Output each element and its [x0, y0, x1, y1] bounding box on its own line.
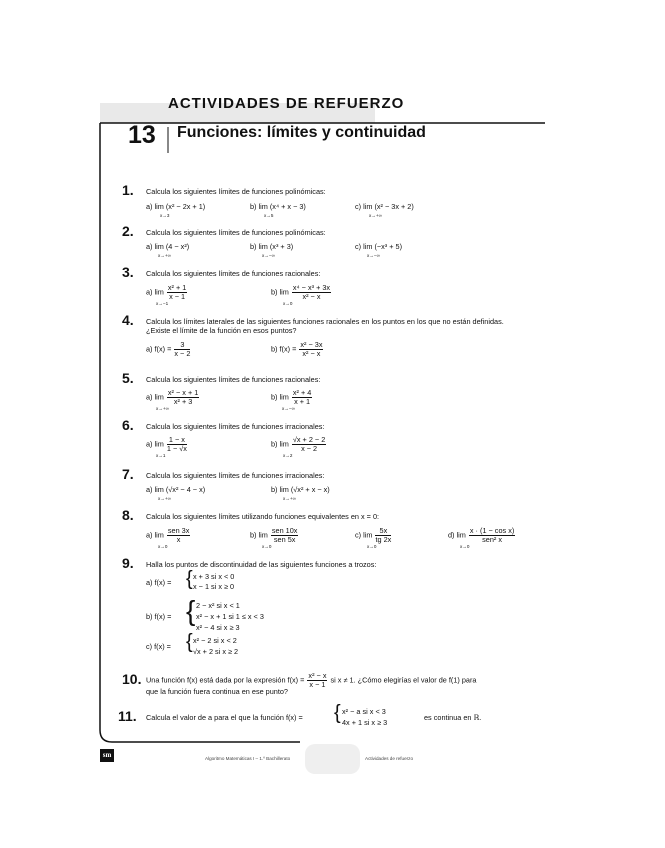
- limit-sub: x→0: [262, 544, 272, 549]
- fraction: $\frac{\text{x² + 4}}{x + 1}$: [292, 388, 312, 406]
- fraction: $\frac{\text{x⁴ − x³ + 3x}}{\text{x² − x}}$: [292, 283, 331, 301]
- fraction: $\frac{\text{x² − 3x}}{\text{x² − x}}$: [300, 340, 323, 358]
- limit-sub: x→5: [264, 213, 274, 218]
- piecewise-label: c) f(x) =: [146, 642, 171, 651]
- limit-sub: x→−∞: [282, 406, 295, 411]
- fraction: $\frac{\text{x · (1 − cos x)}}{\text{sen² x}}$: [469, 526, 515, 544]
- question-text: Calcula los siguientes límites de funciones racionales:: [146, 375, 321, 384]
- question-number: 6.: [122, 417, 134, 433]
- item: a) lim $\frac{1 - x}{1 - √x}$: [146, 435, 187, 453]
- question-number: 9.: [122, 555, 134, 571]
- publisher-logo: sm: [100, 749, 114, 762]
- piece-row: 2 − x² si x < 1: [196, 601, 240, 610]
- question-text: Calcula los siguientes límites de funciones irracionales:: [146, 471, 325, 480]
- question-text: Calcula los límites laterales de las siguientes funciones racionales en los puntos en los que no están definidas.: [146, 317, 504, 326]
- limit-sub: x→0: [283, 301, 293, 306]
- question-text: Halla los puntos de discontinuidad de las siguientes funciones a trozos:: [146, 560, 377, 569]
- piece-row: x² − 2 si x < 2: [193, 636, 237, 645]
- limit-sub: x→0: [367, 544, 377, 549]
- fraction: $\frac{\text{x² − x}}{x - 1}$: [308, 671, 327, 689]
- fraction: $\frac{1 - x}{1 - √x}$: [166, 435, 187, 453]
- item: a) lim (√x² − 4 − x): [146, 485, 206, 494]
- question-number: 2.: [122, 223, 134, 239]
- item: d) lim $\frac{\text{x · (1 − cos x)}}{\text{sen² x}}$: [448, 526, 515, 544]
- question-text: Calcula los siguientes límites de funciones racionales:: [146, 269, 321, 278]
- item: b) lim $\frac{\text{sen 10x}}{\text{sen 5x}}$: [250, 526, 298, 544]
- item: a) lim $\frac{\text{x² + 1}}{x - 1}$: [146, 283, 187, 301]
- brace: {: [334, 702, 341, 724]
- fraction: $\frac{5x}{tg 2x}$: [375, 526, 392, 544]
- brace: {: [186, 568, 193, 590]
- item: c) lim (−x³ + 5): [355, 242, 403, 251]
- item: a) f(x) = $\frac{3}{x - 2}$: [146, 340, 191, 358]
- piece-row: √x + 2 si x ≥ 2: [193, 647, 239, 656]
- question-number: 4.: [122, 312, 134, 328]
- question-text: Una función f(x) está dada por la expresión f(x) = $\frac{\text{x² − x}}{x - 1}$ si x ≠ 1. ¿Cómo elegirías el valor de f(1) para: [146, 671, 477, 689]
- fraction: $\frac{\text{x² + 1}}{x - 1}$: [167, 283, 187, 301]
- question-number: 1.: [122, 182, 134, 198]
- question-text: Calcula el valor de a para el que la función f(x) =: [146, 713, 303, 722]
- piece-row: x + 3 si x < 0: [193, 572, 235, 581]
- question-number: 10.: [122, 671, 142, 687]
- question-text: Calcula los siguientes límites de funciones polinómicas:: [146, 228, 326, 237]
- fraction: $\frac{√x + 2 - 2}{x - 2}$: [292, 435, 326, 453]
- piece-row: x² − x + 1 si 1 ≤ x < 3: [196, 612, 264, 621]
- limit-sub: x→+∞: [156, 406, 169, 411]
- section-header: ACTIVIDADES DE REFUERZO: [168, 95, 405, 112]
- question-number: 11.: [118, 708, 137, 724]
- question-text: Calcula los siguientes límites utilizando funciones equivalentes en x = 0:: [146, 512, 380, 521]
- chapter-title: Funciones: límites y continuidad: [177, 124, 426, 141]
- item: c) lim (x² − 3x + 2): [355, 202, 414, 211]
- limit-sub: x→+∞: [158, 496, 171, 501]
- item: b) f(x) = $\frac{\text{x² − 3x}}{\text{x² − x}}$: [271, 340, 323, 358]
- piece-row: x² − 4 si x ≥ 3: [196, 623, 240, 632]
- item: b) lim (√x² + x − x): [271, 485, 330, 494]
- question-number: 8.: [122, 507, 134, 523]
- limit-sub: x→+∞: [283, 496, 296, 501]
- question-text-end: es continua en ℝ.: [424, 713, 482, 722]
- item: b) lim $\frac{\text{x² + 4}}{x + 1}$: [271, 388, 312, 406]
- limit-sub: x→3: [160, 213, 170, 218]
- limit-sub: x→+∞: [369, 213, 382, 218]
- item: b) lim $\frac{\text{x⁴ − x³ + 3x}}{\text{x² − x}}$: [271, 283, 331, 301]
- piecewise-label: b) f(x) =: [146, 612, 172, 621]
- limit-sub: x→−∞: [367, 253, 380, 258]
- limit-sub: x→2: [283, 453, 293, 458]
- piece-row: 4x + 1 si x ≥ 3: [342, 718, 388, 727]
- limit-sub: x→−∞: [262, 253, 275, 258]
- limit-sub: x→0: [460, 544, 470, 549]
- chapter-number: 13: [128, 121, 156, 149]
- item: b) lim (x³ + 3): [250, 242, 294, 251]
- limit-sub: x→−1: [156, 301, 169, 306]
- item: a) lim $\frac{\text{sen 3x}}{x}$: [146, 526, 190, 544]
- item: b) lim (x⁴ + x − 3): [250, 202, 306, 211]
- brace: {: [186, 631, 193, 653]
- item: a) lim (x² − 2x + 1): [146, 202, 206, 211]
- footer-book-title: Algoritmo Matemáticas I – 1.º Bachillerato: [205, 756, 291, 761]
- item: c) lim $\frac{5x}{tg 2x}$: [355, 526, 392, 544]
- fraction: $\frac{3}{x - 2}$: [174, 340, 191, 358]
- question-text: Calcula los siguientes límites de funciones irracionales:: [146, 422, 325, 431]
- question-number: 5.: [122, 370, 134, 386]
- fraction: $\frac{\text{x² − x + 1}}{\text{x² + 3}}$: [167, 388, 199, 406]
- question-text-2: ¿Existe el límite de la función en esos puntos?: [146, 326, 297, 335]
- fraction: $\frac{\text{sen 3x}}{x}$: [167, 526, 190, 544]
- question-number: 7.: [122, 466, 134, 482]
- question-number: 3.: [122, 264, 134, 280]
- limit-sub: x→+∞: [158, 253, 171, 258]
- fraction: $\frac{\text{sen 10x}}{\text{sen 5x}}$: [271, 526, 298, 544]
- question-text: Calcula los siguientes límites de funciones polinómicas:: [146, 187, 326, 196]
- item: b) lim $\frac{√x + 2 - 2}{x - 2}$: [271, 435, 326, 453]
- question-text-2: que la función fuera continua en ese punto?: [146, 687, 288, 696]
- item: a) lim $\frac{\text{x² − x + 1}}{\text{x² + 3}}$: [146, 388, 199, 406]
- brace: {: [186, 595, 196, 626]
- piecewise-label: a) f(x) =: [146, 578, 172, 587]
- piece-row: x − 1 si x ≥ 0: [193, 582, 235, 591]
- item: a) lim (4 − x²): [146, 242, 190, 251]
- footer-section: Actividades de refuerzo: [365, 756, 414, 761]
- limit-sub: x→1: [156, 453, 166, 458]
- piece-row: x² − a si x < 3: [342, 707, 386, 716]
- limit-sub: x→0: [158, 544, 168, 549]
